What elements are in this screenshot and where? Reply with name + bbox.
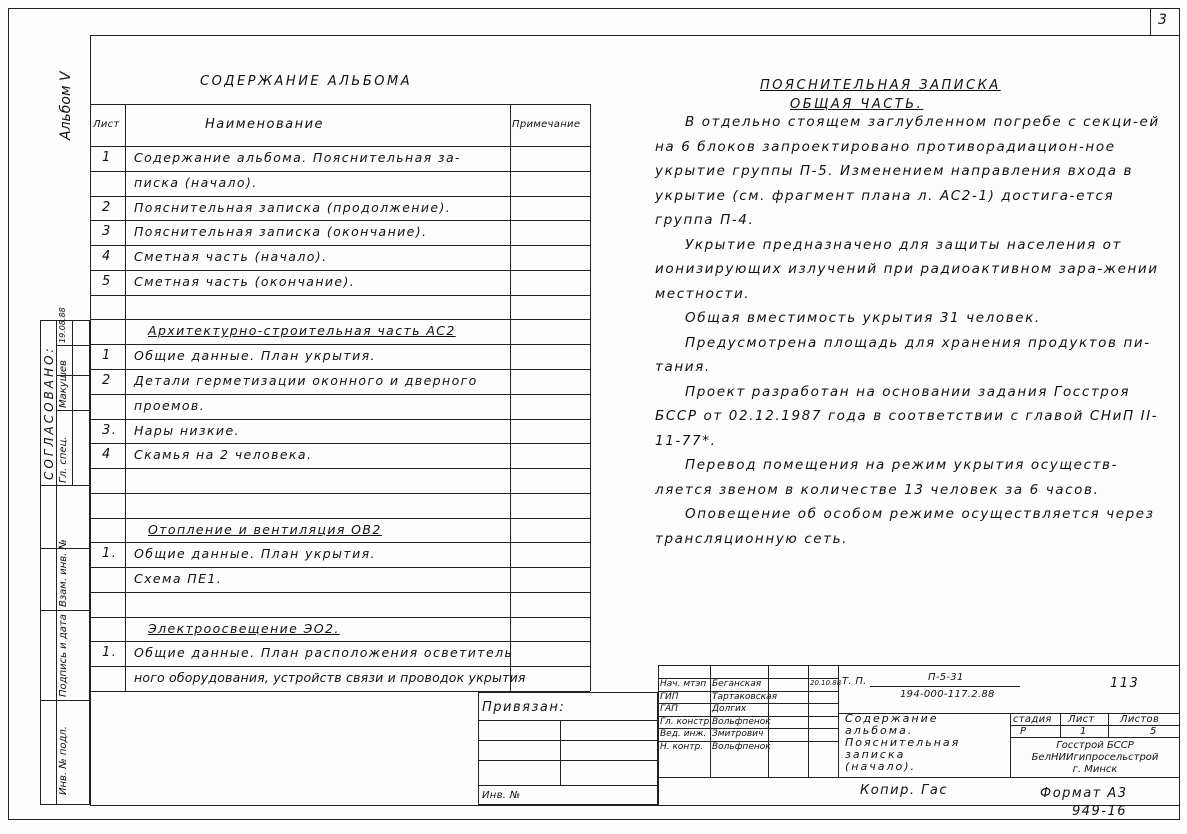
row-title: Сметная часть (начало). <box>134 249 328 265</box>
organization-line: г. Минск <box>1072 764 1118 775</box>
row-title: Содержание альбома. Пояснительная за- <box>134 150 461 165</box>
gl-spec-label: Гл. спец. <box>58 436 69 483</box>
tp-label: Т. П. <box>842 676 867 687</box>
signature-role: ГИП <box>660 691 679 702</box>
sheet-label: Лист <box>1068 714 1095 725</box>
agreed-date: 19.08.88 <box>58 307 67 343</box>
row-sheet-number: 1. <box>102 645 118 661</box>
contents-title: СОДЕРЖАНИЕ АЛЬБОМА <box>200 74 413 89</box>
signature-role: ГАП <box>660 704 678 714</box>
row-divider <box>90 592 590 593</box>
row-sheet-number: 1 <box>102 348 112 364</box>
header-name: Наименование <box>205 117 325 132</box>
signature-name: Беганская <box>712 679 762 689</box>
album-label: Альбом V <box>58 71 74 140</box>
row-divider <box>90 567 590 568</box>
note-paragraph: Проект разработан на основании задания Госстроя БССР от 02.12.1987 года в соответствии с главой СНиП II-11-77*. <box>655 383 1159 449</box>
row-divider <box>90 518 590 519</box>
document-title <box>845 713 960 773</box>
organization <box>1012 740 1178 776</box>
row-title: Архитектурно-строительная часть АС2 <box>148 323 456 339</box>
signature-role: Н. контр. <box>660 741 704 752</box>
row-sheet-number: 2 <box>102 199 112 215</box>
signature-name: Долгих <box>712 704 747 714</box>
row-divider <box>90 369 590 370</box>
organization-line: БелНИИгипросельстрой <box>1031 752 1159 763</box>
copy-label: Копир. Гас <box>860 783 949 798</box>
document-title-line: Содержание <box>845 712 939 725</box>
privyazan-inv: Инв. № <box>482 790 521 801</box>
row-sheet-number: 5 <box>102 273 112 289</box>
document-title-line: Пояснительная <box>845 736 961 749</box>
row-sheet-number: 2 <box>102 372 112 388</box>
row-title: Электроосвещение ЭО2. <box>148 620 340 636</box>
note-subtitle: ОБЩАЯ ЧАСТЬ. <box>790 97 924 112</box>
row-title: Нары низкие. <box>134 422 240 438</box>
row-divider <box>90 443 590 444</box>
row-sheet-number: 3. <box>102 422 118 438</box>
signature-date: 20.10.88 <box>810 679 842 687</box>
row-title: Скамья на 2 человека. <box>134 447 313 463</box>
row-divider <box>90 295 590 296</box>
row-divider <box>90 319 590 320</box>
row-divider <box>90 245 590 246</box>
row-divider <box>90 171 590 172</box>
document-title-line: (начало). <box>845 760 917 773</box>
row-title: писка (начало). <box>134 174 258 190</box>
format-label: Формат А3 <box>1040 786 1128 801</box>
project-code: П-5-31 <box>928 672 964 683</box>
note-body <box>655 110 1165 551</box>
row-sheet-number: 3 <box>102 224 112 240</box>
row-divider <box>90 493 590 494</box>
row-divider <box>90 270 590 271</box>
row-sheet-number: 4 <box>102 249 112 265</box>
signature-role: Нач. мтэп <box>660 679 707 689</box>
row-divider <box>90 468 590 469</box>
signature-name: Вольфпенок <box>712 716 771 727</box>
signer-name: Макушев <box>58 360 69 408</box>
archive-number: 949-16 <box>1072 804 1128 819</box>
row-title: Отопление и вентиляция ОВ2 <box>148 521 382 537</box>
note-title: ПОЯСНИТЕЛЬНАЯ ЗАПИСКА <box>760 78 1001 93</box>
row-title: Общие данные. План расположения осветитель <box>134 645 514 661</box>
signature-name: Змитрович <box>712 729 764 739</box>
podpis-label: Подпись и дата <box>58 614 69 697</box>
note-paragraph: Предусмотрена площадь для хранения продуктов пи-тания. <box>655 334 1151 375</box>
row-sheet-number: 1 <box>102 150 112 165</box>
vzam-label: Взам. инв. № <box>58 539 69 607</box>
stage-value: Р <box>1020 726 1027 737</box>
row-divider <box>90 542 590 543</box>
header-note: Примечание <box>512 119 581 130</box>
signature-name: Вольфпенок <box>712 741 771 752</box>
note-paragraph: Перевод помещения на режим укрытия осуществ-ляется звеном в количестве 13 человек за 6 часов. <box>655 457 1119 498</box>
sheet-number: 3 <box>1158 12 1169 28</box>
row-sheet-number: 1. <box>102 546 118 562</box>
row-title: ного оборудования, устройств связи и проводок укрытия <box>134 670 526 686</box>
role-divider <box>658 703 838 704</box>
row-divider <box>90 641 590 642</box>
contents-table <box>90 104 591 691</box>
row-divider <box>90 666 590 667</box>
note-paragraph: Общая вместимость укрытия 31 человек. <box>685 310 1041 326</box>
row-title: Пояснительная записка (продолжение). <box>134 199 452 215</box>
row-sheet-number: 4 <box>102 447 112 463</box>
note-paragraph: В отдельно стоящем заглубленном погребе с секци-ей на 6 блоков запроектировано противорадиацион-ное укрытие группы П-5. Изменением направления входа в укрытие (см. фрагмент плана л. АС2-1) достига-ется группа П-4. <box>655 114 1160 228</box>
stage-label: стадия <box>1013 714 1052 725</box>
header-sheet: Лист <box>93 119 120 130</box>
row-divider <box>90 394 590 395</box>
signature-role: Вед. инж. <box>660 729 707 739</box>
sheets-label: Листов <box>1120 714 1160 725</box>
sheet-value: 1 <box>1080 726 1087 737</box>
row-title: Общие данные. План укрытия. <box>134 348 376 364</box>
row-divider <box>90 344 590 345</box>
document-title-line: альбома. <box>845 724 914 737</box>
organization-line: Госстрой БССР <box>1056 740 1134 751</box>
row-divider <box>90 220 590 221</box>
row-title: Сметная часть (окончание). <box>134 273 356 289</box>
row-title: Схема ПЕ1. <box>134 571 223 587</box>
row-divider <box>90 196 590 197</box>
row-title: Детали герметизации оконного и дверного <box>134 372 478 388</box>
document-title-line: записка <box>845 748 906 761</box>
privyazan-label: Привязан: <box>482 700 566 715</box>
sheets-value: 5 <box>1150 726 1157 737</box>
row-divider <box>90 617 590 618</box>
row-divider <box>90 419 590 420</box>
signature-role: Гл. констр. <box>660 716 713 727</box>
agreed-label: СОГЛАСОВАНО: <box>42 345 56 480</box>
inv-label: Инв. № подл. <box>58 726 69 795</box>
row-title: Пояснительная записка (окончание). <box>134 224 428 240</box>
note-paragraph: Укрытие предназначено для защиты населения от ионизирующих излучений при радиоактивном зара-жении местности. <box>655 236 1159 302</box>
drawing-mark: 113 <box>1110 676 1140 691</box>
row-title: Общие данные. План укрытия. <box>134 546 376 562</box>
note-paragraph: Оповещение об особом режиме осуществляется через трансляционную сеть. <box>655 506 1155 547</box>
document-code: 194-000-117.2.88 <box>900 689 995 700</box>
signature-name: Тартаковская <box>712 691 778 702</box>
row-title: проемов. <box>134 397 206 413</box>
